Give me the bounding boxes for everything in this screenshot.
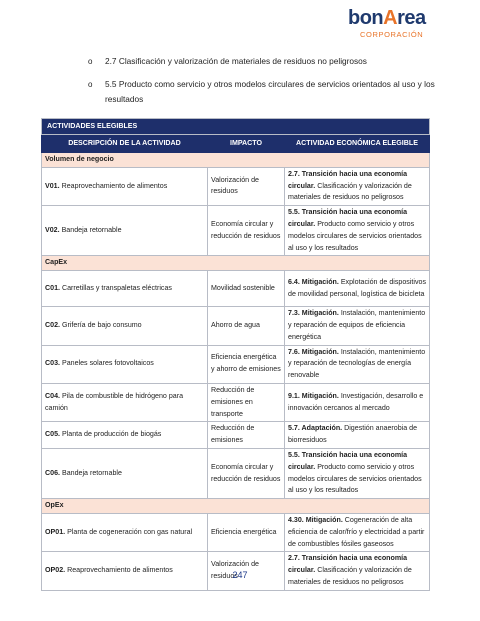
activity-description: V02. Bandeja retornable [42,206,208,256]
table-row [42,422,430,449]
bullet-item [88,77,438,107]
eligible-activities-table [41,118,430,591]
activity-description: C02. Grifería de bajo consumo [42,307,208,345]
section-row [42,499,430,514]
activity-impact: Reducción de emisiones [208,422,285,449]
eligible-economic-activity: 5.5. Transición hacia una economía circular. Producto como servicio y otros modelos circulares de servicios orientados al uso y los resultados [285,448,430,498]
logo-subtitle: CORPORACIÓN [360,30,424,39]
activity-description: V01. Reaprovechamiento de alimentos [42,167,208,205]
activity-impact: Economía circular y reducción de residuos [208,448,285,498]
eligible-economic-activity: 7.3. Mitigación. Instalación, mantenimiento y reparación de equipos de eficiencia energética [285,307,430,345]
section-title: OpEx [42,499,430,514]
eligible-economic-activity: 5.5. Transición hacia una economía circular. Producto como servicio y otros modelos circulares de servicios orientados al uso y los resultados [285,206,430,256]
activity-impact: Ahorro de agua [208,307,285,345]
table-row [42,383,430,421]
column-header-economic-activity: ACTIVIDAD ECONÓMICA ELEGIBLE [285,135,430,153]
activity-impact: Economía circular y reducción de residuos [208,206,285,256]
activity-impact: Eficiencia energética y ahorro de emisiones [208,345,285,383]
bullet-item [88,54,438,69]
activity-impact: Eficiencia energética [208,513,285,551]
activity-description: OP02. Reaprovechamiento de alimentos [42,552,208,590]
table-row [42,345,430,383]
table-title: ACTIVIDADES ELEGIBLES [42,119,430,135]
table-row [42,307,430,345]
eligible-economic-activity: 7.6. Mitigación. Instalación, mantenimiento y reparación de tecnologías de energía renovable [285,345,430,383]
section-title: Volumen de negocio [42,153,430,168]
activity-impact: Reducción de emisiones en transporte [208,383,285,421]
eligible-economic-activity: 5.7. Adaptación. Digestión anaerobia de biorresiduos [285,422,430,449]
bullet-list [88,54,438,115]
table-row [42,448,430,498]
page-number: 247 [232,570,248,580]
bullet-marker: o [88,80,93,89]
activity-description: C05. Planta de producción de biogás [42,422,208,449]
activity-description: C06. Bandeja retornable [42,448,208,498]
table-row [42,513,430,551]
section-row [42,256,430,271]
section-row [42,153,430,168]
logo-wordmark: bonArea [348,7,426,29]
activity-description: OP01. Planta de cogeneración con gas natural [42,513,208,551]
table-title-row [42,119,430,135]
eligible-economic-activity: 6.4. Mitigación. Explotación de dispositivos de movilidad personal, logística de bicicleta [285,271,430,307]
activity-description: C04. Pila de combustible de hidrógeno para camión [42,383,208,421]
bullet-marker: o [88,57,93,66]
eligible-economic-activity: 9.1. Mitigación. Investigación, desarrollo e innovación cercanos al mercado [285,383,430,421]
section-title: CapEx [42,256,430,271]
bullet-text: 5.5 Producto como servicio y otros modelos circulares de servicios orientados al uso y los resultados [105,79,435,104]
activity-description: C01. Carretillas y transpaletas eléctricas [42,271,208,307]
activity-impact: Valorización de residuos [208,552,285,590]
eligible-economic-activity: 4.30. Mitigación. Cogeneración de alta eficiencia de calor/frío y electricidad a partir de combustibles fósiles gaseosos [285,513,430,551]
column-header-impact: IMPACTO [208,135,285,153]
eligible-economic-activity: 2.7. Transición hacia una economía circular. Clasificación y valorización de materiales de residuos no peligrosos [285,552,430,590]
eligible-economic-activity: 2.7. Transición hacia una economía circular. Clasificación y valorización de materiales de residuos no peligrosos [285,167,430,205]
table-row [42,167,430,205]
bonarea-logo [348,8,424,42]
table-row [42,206,430,256]
bullet-text: 2.7 Clasificación y valorización de materiales de residuos no peligrosos [105,56,367,66]
column-header-description: DESCRIPCIÓN DE LA ACTIVIDAD [42,135,208,153]
table-row [42,271,430,307]
activity-impact: Movilidad sostenible [208,271,285,307]
activity-impact: Valorización de residuos [208,167,285,205]
table-header-row [42,135,430,153]
activity-description: C03. Paneles solares fotovoltaicos [42,345,208,383]
